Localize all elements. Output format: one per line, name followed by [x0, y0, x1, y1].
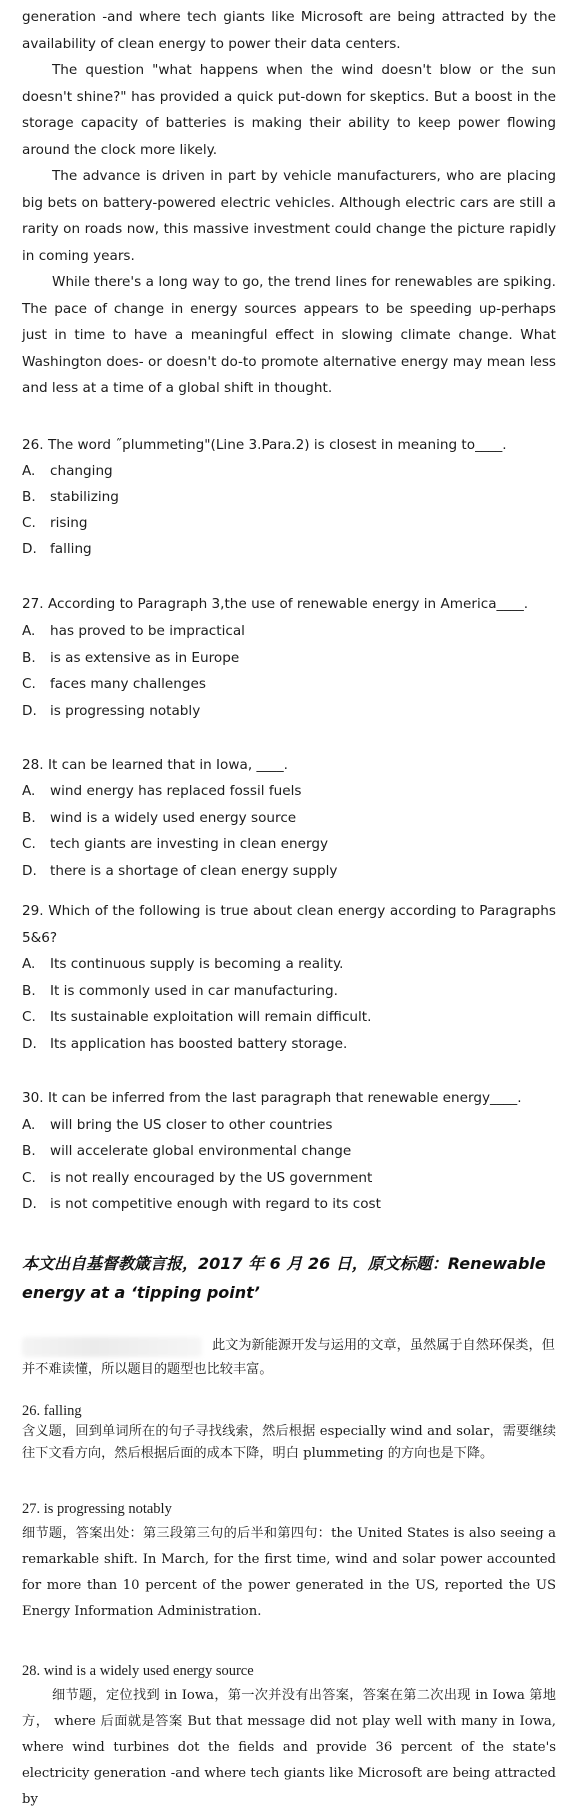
question-27-option-d[interactable]: D. is progressing notably: [22, 703, 201, 719]
question-26-stem: 26. The word ˝plummeting"(Line 3.Para.2) is closest in meaning to____.: [22, 437, 507, 453]
question-26-option-a[interactable]: A. changing: [22, 463, 113, 479]
question-27-option-b[interactable]: B. is as extensive as in Europe: [22, 650, 240, 666]
passage-paragraph-6: The advance is driven in part by vehicle manufacturers, who are placing big bets on battery-powered electric vehicles. Although electric cars are still a rarity on roads now, this massive investment could change the picture rapidly in coming years.: [22, 168, 556, 264]
answer-27-heading: 27. is progressing notably: [22, 1501, 172, 1517]
question-28-option-c[interactable]: C. tech giants are investing in clean energy: [22, 836, 329, 852]
question-30-stem: 30. It can be inferred from the last paragraph that renewable energy____.: [22, 1090, 522, 1106]
passage-paragraph-5: The question "what happens when the wind doesn't blow or the sun doesn't shine?" has provided a quick put-down for skeptics. But a boost in the storage capacity of batteries is making their ability to keep power flowing around the clock more likely.: [22, 62, 556, 158]
question-29-option-a[interactable]: A. Its continuous supply is becoming a reality.: [22, 956, 344, 972]
question-26-option-b[interactable]: B. stabilizing: [22, 489, 119, 505]
question-28-option-b[interactable]: B. wind is a widely used energy source: [22, 810, 297, 826]
question-29-option-d[interactable]: D. Its application has boosted battery storage.: [22, 1036, 348, 1052]
question-26-option-d[interactable]: D. falling: [22, 541, 92, 557]
question-28-option-a[interactable]: A. wind energy has replaced fossil fuels: [22, 783, 302, 799]
question-27-option-c[interactable]: C. faces many challenges: [22, 676, 206, 692]
answer-26-heading: 26. falling: [22, 1403, 82, 1419]
answer-27-explanation: 细节题，答案出处：第三段第三句的后半和第四句：the United States is also seeing a remarkable shift. In March, for the first time, wind and solar power accounted for more than 10 percent of the power generated in the US, reported the US Energy Information Administration.: [22, 1526, 556, 1619]
question-27-stem: 27. According to Paragraph 3,the use of renewable energy in America____.: [22, 596, 529, 612]
question-30-option-c[interactable]: C. is not really encouraged by the US government: [22, 1170, 373, 1186]
answer-28-explanation: 细节题，定位找到 in Iowa，第一次并没有出答案，答案在第二次出现 in Iowa 第地方， where 后面就是答案 But that message did not play well with many in Iowa, where wind turbines dot the fields and provide 36 percent of the state's electricity generation -and where tech giants like Microsoft are being attracted by: [22, 1688, 556, 1807]
question-30-option-d[interactable]: D. is not competitive enough with regard to its cost: [22, 1196, 381, 1212]
question-30-option-b[interactable]: B. will accelerate global environmental change: [22, 1143, 352, 1159]
answer-28-heading: 28. wind is a widely used energy source: [22, 1663, 254, 1679]
question-27-option-a[interactable]: A. has proved to be impractical: [22, 623, 245, 639]
question-29-stem: 29. Which of the following is true about clean energy according to Paragraphs 5&6?: [22, 903, 556, 946]
question-29-option-c[interactable]: C. Its sustainable exploitation will remain difficult.: [22, 1009, 372, 1025]
question-28-option-d[interactable]: D. there is a shortage of clean energy supply: [22, 863, 338, 879]
question-28-stem: 28. It can be learned that in Iowa, ____.: [22, 757, 288, 773]
passage-paragraph-7: While there's a long way to go, the trend lines for renewables are spiking. The pace of change in energy sources appears to be speeding up-perhaps just in time to have a meaningful effect in slowing climate change. What Washington does- or doesn't do-to promote alternative energy may mean less and less at a time of a global shift in thought.: [22, 274, 556, 396]
question-30-option-a[interactable]: A. will bring the US closer to other countries: [22, 1117, 333, 1133]
question-26-option-c[interactable]: C. rising: [22, 515, 88, 531]
answer-26-explanation: 含义题，回到单词所在的句子寻找线索，然后根据 especially wind and solar，需要继续往下文看方向，然后根据后面的成本下降，明白 plummeting 的方向也是下降。: [22, 1424, 556, 1461]
analysis-intro: 此文为新能源开发与运用的文章，虽然属于自然环保类，但并不难读懂，所以题目的题型也比较丰富。: [22, 1338, 555, 1377]
source-note: 本文出自基督教箴言报，2017 年 6 月 26 日，原文标题：Renewable energy at a ‘tipping point’: [22, 1254, 546, 1302]
passage-paragraph-lead: generation -and where tech giants like Microsoft are being attracted by the availability of clean energy to power their data centers.: [22, 9, 556, 52]
question-29-option-b[interactable]: B. It is commonly used in car manufacturing.: [22, 983, 338, 999]
